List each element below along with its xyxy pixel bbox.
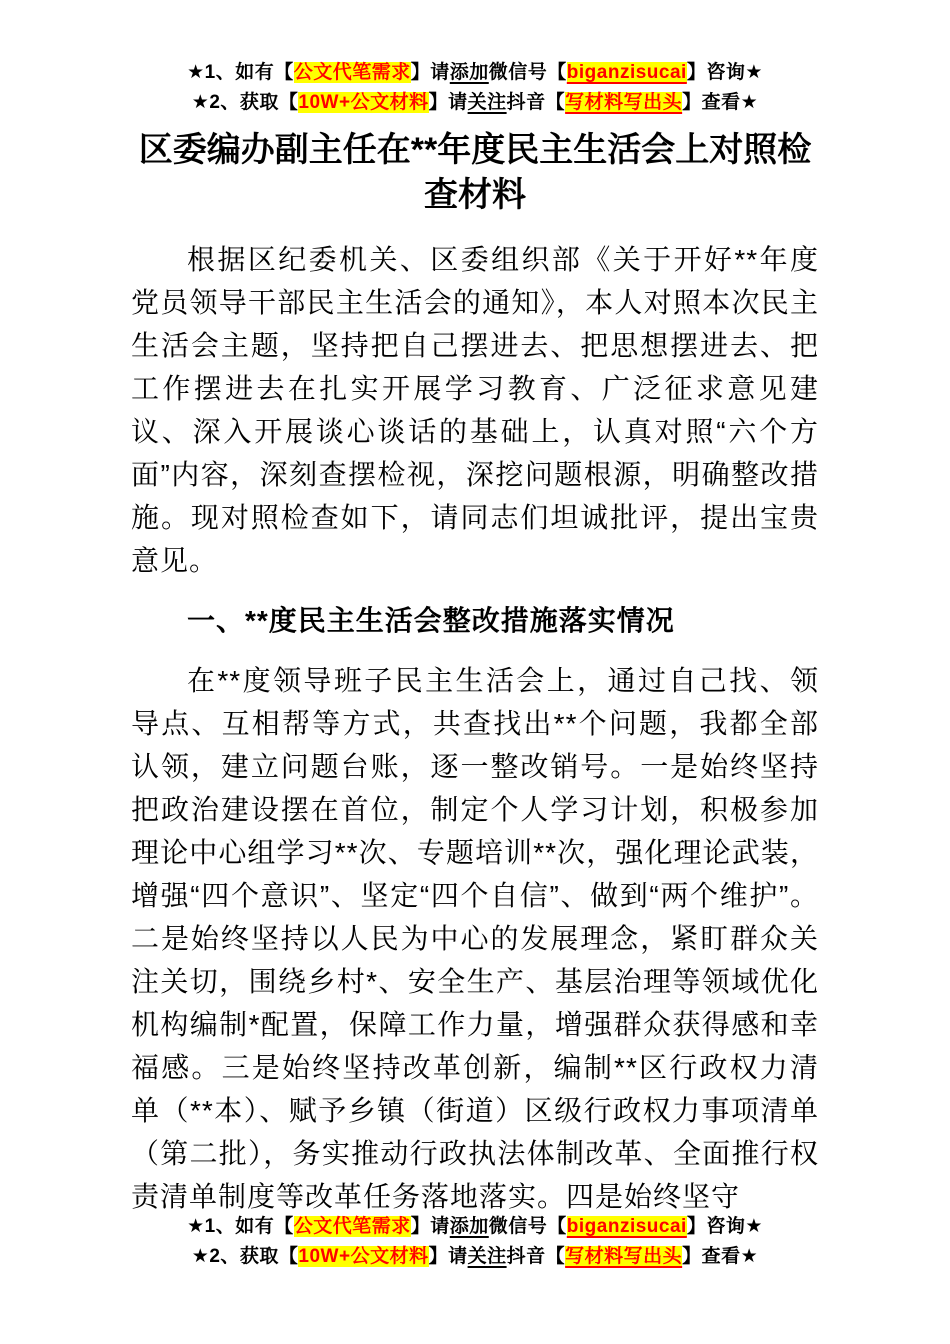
ad-highlighted-segment: 写材料写出头	[565, 92, 683, 113]
ad-underlined-segment: 关注	[467, 92, 507, 113]
ad-highlighted-segment: 公文代笔需求	[293, 1216, 411, 1237]
ad-highlighted-segment: biganzisucai	[566, 1216, 687, 1237]
header-ad-line-1	[0, 58, 950, 88]
ad-text-segment: 】查看★	[682, 92, 759, 113]
footer-ad-line-2	[0, 1242, 950, 1272]
footer-ad-banner	[0, 1212, 950, 1272]
ad-text-segment: 微信号【	[488, 1216, 567, 1237]
ad-underlined-segment: 添加	[449, 62, 489, 83]
ad-highlighted-segment: 公文代笔需求	[293, 62, 411, 83]
ad-highlighted-segment: 10W+公文材料	[298, 1246, 429, 1267]
ad-text-segment: 】请	[428, 1246, 468, 1267]
ad-text-segment: 】请	[410, 62, 450, 83]
ad-text-segment: 】请	[428, 92, 468, 113]
ad-highlighted-segment: biganzisucai	[566, 62, 687, 83]
body-paragraph: 在**度领导班子民主生活会上，通过自己找、领导点、互相帮等方式，共查找出**个问题，我都全部认领，建立问题台账，逐一整改销号。一是始终坚持把政治建设摆在首位，制定个人学习计划，积极参加理论中心组学习**次、专题培训**次，强化理论武装，增强“四个意识”、坚定“四个自信”、做到“两个维护”。二是始终坚持以人民为中心的发展理念，紧盯群众关注关切，围绕乡村*、安全生产、基层治理等领域优化机构编制*配置，保障工作力量，增强群众获得感和幸福感。三是始终坚持改革创新，编制**区行政权力清单（**本）、赋予乡镇（街道）区级行政权力事项清单（第二批），务实推动行政执法体制改革、全面推行权责清单制度等改革任务落地落实。四是始终坚守	[131, 665, 819, 1212]
ad-highlighted-segment: 10W+公文材料	[298, 92, 429, 113]
ad-text-segment: 】咨询★	[686, 1216, 763, 1237]
header-ad-line-2	[0, 88, 950, 118]
ad-text-segment: ★1、如有【	[187, 1216, 294, 1237]
ad-highlighted-segment: 写材料写出头	[565, 1246, 683, 1267]
ad-text-segment: ★2、获取【	[191, 92, 299, 113]
section-heading: 一、**度民主生活会整改措施落实情况	[187, 605, 675, 636]
ad-underlined-segment: 关注	[467, 1246, 507, 1267]
footer-ad-line-1	[0, 1212, 950, 1242]
document-title: 区委编办副主任在**年度民主生活会上对照检查材料	[138, 131, 812, 214]
ad-text-segment: 微信号【	[488, 62, 567, 83]
ad-text-segment: 】查看★	[682, 1246, 759, 1267]
ad-text-segment: ★2、获取【	[191, 1246, 299, 1267]
body-paragraph: 根据区纪委机关、区委组织部《关于开好**年度党员领导干部民主生活会的通知》，本人对照本次民主生活会主题，坚持把自己摆进去、把思想摆进去、把工作摆进去在扎实开展学习教育、广泛征求意见建议、深入开展谈心谈话的基础上，认真对照“六个方面”内容，深刻查摆检视，深挖问题根源，明确整改措施。现对照检查如下，请同志们坦诚批评，提出宝贵意见。	[131, 244, 819, 576]
ad-text-segment: 】请	[410, 1216, 450, 1237]
ad-underlined-segment: 添加	[449, 1216, 489, 1237]
ad-text-segment: ★1、如有【	[187, 62, 294, 83]
ad-text-segment: 抖音【	[506, 92, 566, 113]
ad-text-segment: 】咨询★	[686, 62, 763, 83]
ad-text-segment: 抖音【	[506, 1246, 566, 1267]
document-body	[131, 238, 819, 1218]
header-ad-banner	[0, 0, 950, 118]
